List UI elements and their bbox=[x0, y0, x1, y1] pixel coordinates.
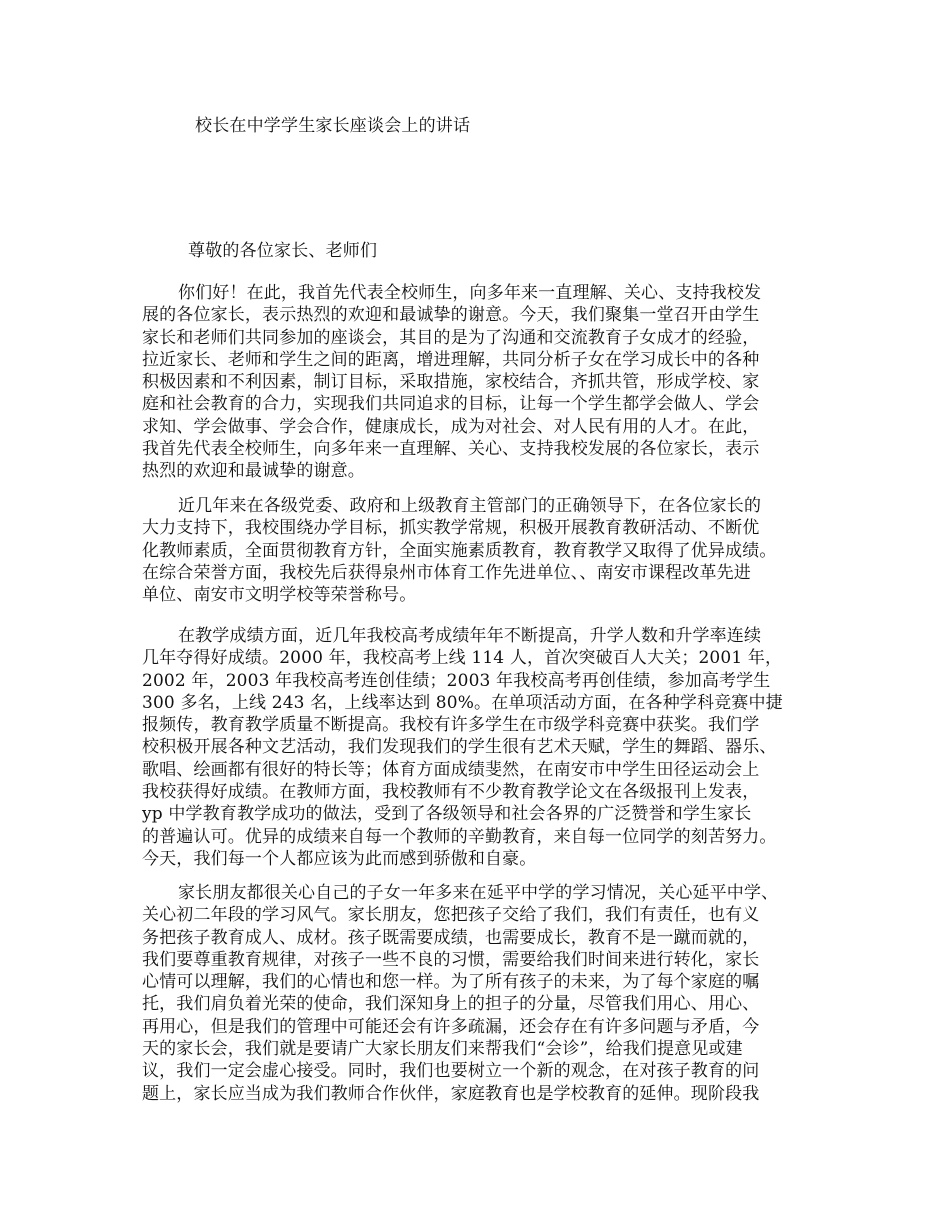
paragraph-line: 托，我们肩负着光荣的使命，我们深知身上的担子的分量，尽管我们用心、用心、 bbox=[142, 994, 760, 1015]
paragraph-line: 300 多名，上线 243 名，上线率达到 80%。在单项活动方面，在各种学科竞赛中捷 bbox=[142, 692, 783, 713]
paragraph-line: yp 中学教育教学成功的做法，受到了各级领导和社会各界的广泛赞誉和学生家长 bbox=[142, 804, 752, 825]
paragraph-line: 家长朋友都很关心自己的子女一年多来在延平中学的学习情况，关心延平中学、 bbox=[178, 883, 779, 903]
paragraph-line: 报频传，教育教学质量不断提高。我校有许多学生在市级学科竞赛中获奖。我们学 bbox=[142, 715, 760, 736]
paragraph-line: 务把孩子教育成人、成材。孩子既需要成绩，也需要成长，教育不是一蹴而就的， bbox=[142, 927, 760, 948]
document-title: 校长在中学学生家长座谈会上的讲话 bbox=[195, 116, 471, 136]
paragraph-line: 天的家长会，我们就是要请广大家长朋友们来帮我们“会诊”，给我们提意见或建 bbox=[142, 1039, 743, 1060]
paragraph-line: 2002 年，2003 年我校高考连创佳绩；2003 年我校高考再创佳绩，参加高考学生 bbox=[142, 670, 771, 691]
paragraph-4 bbox=[142, 882, 832, 1105]
paragraph-line: 近几年来在各级党委、政府和上级教育主管部门的正确领导下，在各位家长的 bbox=[178, 496, 762, 516]
paragraph-line: 校积极开展各种文艺活动，我们发现我们的学生很有艺术天赋，学生的舞蹈、器乐、 bbox=[142, 737, 777, 758]
paragraph-line: 歌唱、绘画都有很好的特长等；体育方面成绩斐然，在南安市中学生田径运动会上 bbox=[142, 759, 760, 780]
paragraph-line: 我校获得好成绩。在教师方面，我校教师有不少教育教学论文在各级报刊上发表， bbox=[142, 782, 760, 803]
paragraph-line: 议，我们一定会虚心接受。同时，我们也要树立一个新的观念，在对孩子教育的问 bbox=[142, 1061, 760, 1082]
salutation: 尊敬的各位家长、老师们 bbox=[188, 241, 378, 261]
paragraph-line: 热烈的欢迎和最诚挚的谢意。 bbox=[142, 461, 365, 482]
paragraph-line: 几年夺得好成绩。2000 年，我校高考上线 114 人，首次突破百人大关；2001 年， bbox=[142, 648, 783, 669]
paragraph-line: 拉近家长、老师和学生之间的距离，增进理解，共同分析子女在学习成长中的各种 bbox=[142, 349, 760, 370]
paragraph-2 bbox=[142, 495, 832, 606]
paragraph-line: 家长和老师们共同参加的座谈会，其目的是为了沟通和交流教育子女成才的经验， bbox=[142, 327, 760, 348]
paragraph-1 bbox=[142, 282, 832, 483]
paragraph-line: 化教师素质，全面贯彻教育方针，全面实施素质教育，教育教学又取得了优异成绩。 bbox=[142, 540, 777, 561]
paragraph-line: 再用心，但是我们的管理中可能还会有许多疏漏，还会存在有许多问题与矛盾，今 bbox=[142, 1016, 760, 1037]
paragraph-line: 你们好！在此，我首先代表全校师生，向多年来一直理解、关心、支持我校发 bbox=[178, 283, 762, 303]
paragraph-line: 今天，我们每一个人都应该为此而感到骄傲和自豪。 bbox=[142, 848, 537, 869]
paragraph-line: 积极因素和不利因素，制订目标，采取措施，家校结合，齐抓共管，形成学校、家 bbox=[142, 372, 760, 393]
paragraph-line: 单位、南安市文明学校等荣誉称号。 bbox=[142, 585, 417, 606]
paragraph-line: 的普遍认可。优异的成绩来自每一个教师的辛勤教育，来自每一位同学的刻苦努力。 bbox=[142, 826, 777, 847]
paragraph-line: 求知、学会做事、学会合作，健康成长，成为对社会、对人民有用的人才。在此， bbox=[142, 416, 760, 437]
paragraph-line: 展的各位家长，表示热烈的欢迎和最诚挚的谢意。今天，我们聚集一堂召开由学生 bbox=[142, 305, 760, 326]
paragraph-line: 庭和社会教育的合力，实现我们共同追求的目标，让每一个学生都学会做人、学会 bbox=[142, 394, 760, 415]
paragraph-line: 我首先代表全校师生，向多年来一直理解、关心、支持我校发展的各位家长，表示 bbox=[142, 439, 760, 460]
paragraph-line: 我们要尊重教育规律，对孩子一些不良的习惯，需要给我们时间来进行转化，家长 bbox=[142, 949, 760, 970]
paragraph-line: 关心初二年段的学习风气。家长朋友，您把孩子交给了我们，我们有责任，也有义 bbox=[142, 905, 760, 926]
paragraph-3 bbox=[142, 625, 832, 870]
paragraph-line: 题上，家长应当成为我们教师合作伙伴，家庭教育也是学校教育的延伸。现阶段我 bbox=[142, 1083, 760, 1104]
paragraph-line: 大力支持下，我校围绕办学目标，抓实教学常规，积极开展教育教研活动、不断优 bbox=[142, 518, 760, 539]
paragraph-line: 心情可以理解，我们的心情也和您一样。为了所有孩子的未来，为了每个家庭的嘱 bbox=[142, 972, 760, 993]
paragraph-line: 在教学成绩方面，近几年我校高考成绩年年不断提高，升学人数和升学率连续 bbox=[178, 626, 762, 646]
paragraph-line: 在综合荣誉方面，我校先后获得泉州市体育工作先进单位、、南安市课程改革先进 bbox=[142, 562, 751, 583]
